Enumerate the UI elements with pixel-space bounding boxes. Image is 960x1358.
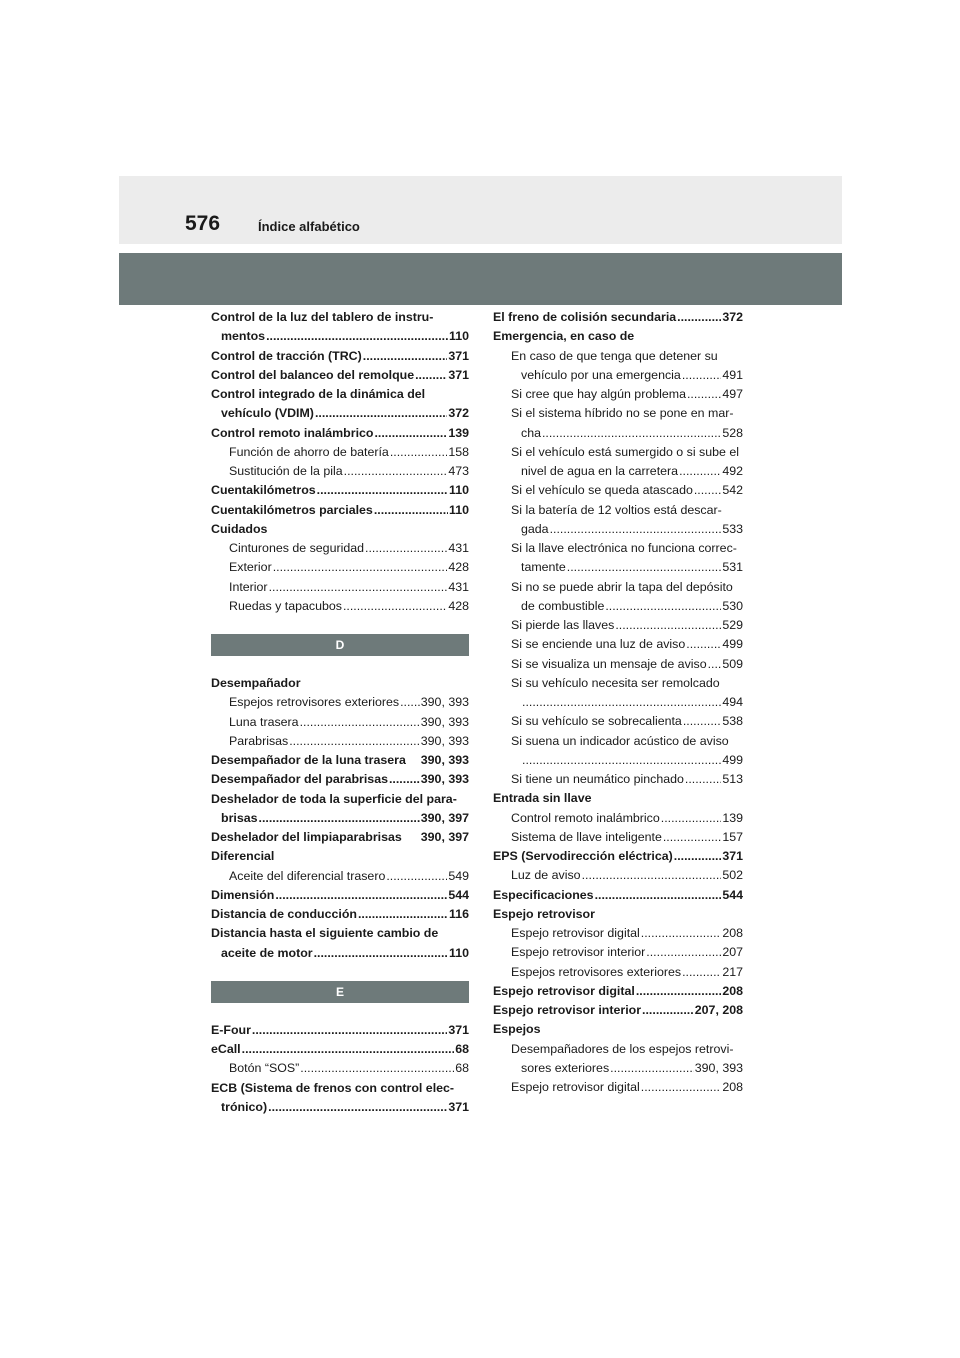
index-subentry	[493, 481, 743, 500]
dot-leader	[595, 886, 722, 905]
entry-text: Exterior	[229, 560, 272, 575]
dot-leader	[343, 597, 447, 616]
dot-leader	[314, 944, 448, 963]
entry-text: Deshelador de toda la superficie del para-	[211, 791, 457, 806]
section-title: Índice alfabético	[258, 219, 360, 234]
index-entry	[211, 424, 469, 443]
page-reference: 431	[448, 579, 469, 594]
entry-text: Desempañador del parabrisas	[211, 772, 388, 787]
page-reference: 208	[722, 983, 743, 998]
dot-leader	[415, 366, 447, 385]
dot-leader	[677, 308, 721, 327]
entry-text: Espejos retrovisores exteriores	[229, 695, 400, 710]
entry-text: Cuentakilómetros parciales	[211, 502, 373, 517]
entry-text: Distancia de conducción	[211, 907, 357, 921]
entry-text: Sustitución de la pila	[229, 464, 343, 478]
dot-leader	[636, 982, 721, 1001]
entry-text: Desempañador	[211, 676, 301, 690]
page-reference: 371	[448, 1022, 469, 1037]
page-reference: 497	[722, 387, 743, 401]
header-band	[119, 176, 842, 244]
index-entry	[211, 366, 469, 385]
entry-text: Espejo retrovisor	[493, 906, 595, 921]
index-subentry	[493, 1078, 743, 1097]
dot-leader	[682, 963, 721, 982]
index-subentry	[493, 732, 743, 771]
entry-text: Si el vehículo se queda atascado	[511, 483, 693, 498]
entry-text: Botón “SOS”	[229, 1061, 300, 1076]
dot-leader	[358, 905, 448, 924]
index-entry	[211, 1021, 469, 1040]
entry-text: sores exteriores	[521, 1060, 610, 1075]
dot-leader	[252, 1021, 447, 1040]
page-reference: 208	[722, 1080, 743, 1094]
entry-text: Espejo retrovisor interior	[511, 945, 646, 960]
page-reference: 68	[455, 1042, 469, 1056]
entry-text: Si se enciende una luz de aviso	[511, 637, 686, 652]
entry-text: Aceite del diferencial trasero	[229, 868, 386, 883]
page-reference: 207, 208	[694, 1003, 743, 1017]
page-reference: 544	[448, 887, 469, 902]
dot-leader	[400, 693, 420, 712]
entry-text: Espejo retrovisor digital	[511, 926, 640, 940]
entry-text: Control del balanceo del remolque	[211, 367, 415, 382]
entry-text: Especificaciones	[493, 887, 594, 902]
index-entry	[493, 1020, 743, 1039]
page-reference: 390, 393	[420, 772, 469, 787]
entry-text: Control integrado de la dinámica del	[211, 387, 426, 401]
entry-text: Cuidados	[211, 521, 268, 536]
entry-text: Si cree que hay algún problema	[511, 387, 686, 401]
dot-leader	[708, 655, 722, 674]
entry-text: E-Four	[211, 1022, 251, 1037]
entry-text: Desempañador de la luna trasera	[211, 753, 406, 767]
index-subentry	[493, 385, 743, 404]
page-reference: 110	[449, 483, 469, 498]
dot-leader	[365, 539, 447, 558]
index-subentry	[211, 732, 469, 751]
index-subentry	[493, 578, 743, 617]
entry-text: vehículo (VDIM)	[221, 406, 314, 421]
dot-leader	[344, 462, 448, 481]
dot-leader	[641, 924, 722, 943]
page-reference: 502	[722, 868, 743, 883]
dot-leader	[615, 616, 721, 635]
page-reference: 372	[722, 310, 743, 324]
index-column-right	[493, 308, 743, 1097]
entry-text: En caso de que tenga que detener su	[511, 348, 718, 363]
dot-leader	[289, 732, 420, 751]
entry-text: Control de la luz del tablero de instru-	[211, 310, 434, 324]
page-reference: 116	[449, 907, 469, 921]
entry-text: Si pierde las llaves	[511, 618, 615, 632]
dot-leader	[522, 693, 721, 712]
index-entry	[211, 751, 469, 770]
entry-text: Cinturones de seguridad	[229, 541, 365, 555]
index-entry	[211, 905, 469, 924]
index-entry	[211, 770, 469, 789]
entry-text: Parabrisas	[229, 733, 289, 748]
page-reference: 390, 393	[420, 695, 469, 710]
index-subentry	[493, 347, 743, 386]
index-entry	[211, 674, 469, 693]
index-subentry	[493, 501, 743, 540]
index-subentry	[493, 809, 743, 828]
entry-text: nivel de agua en la carretera	[521, 464, 679, 478]
page-reference: 528	[722, 425, 743, 440]
index-subentry	[493, 539, 743, 578]
dot-leader	[687, 385, 721, 404]
dot-leader	[686, 635, 721, 654]
index-subentry	[211, 462, 469, 481]
index-entry	[211, 790, 469, 829]
index-entry	[493, 847, 743, 866]
page-reference: 542	[722, 483, 743, 498]
entry-text: Ruedas y tapacubos	[229, 598, 342, 613]
entry-text: Espejo retrovisor digital	[511, 1080, 640, 1094]
dot-leader	[300, 713, 420, 732]
entry-text: de combustible	[521, 598, 605, 613]
index-entry	[493, 886, 743, 905]
entry-text: Si tiene un neumático pinchado	[511, 772, 684, 786]
index-subentry	[493, 404, 743, 443]
index-subentry	[493, 635, 743, 654]
dot-leader	[317, 481, 448, 500]
index-entry	[493, 905, 743, 924]
index-entry	[211, 847, 469, 866]
index-subentry	[493, 866, 743, 885]
index-subentry	[493, 712, 743, 731]
dot-leader	[646, 943, 721, 962]
entry-text: Luna trasera	[229, 714, 299, 729]
index-entry	[211, 308, 469, 347]
page-reference: 157	[722, 829, 743, 844]
dot-leader	[567, 558, 722, 577]
page-reference: 529	[722, 618, 743, 632]
dot-leader	[642, 1001, 694, 1020]
page-reference: 494	[722, 695, 743, 709]
page-number: 576	[185, 212, 221, 235]
entry-text: Espejos	[493, 1022, 541, 1037]
entry-text: Si el vehículo está sumergido o si sube el	[511, 444, 739, 459]
page-reference: 217	[722, 964, 743, 979]
entry-text: brisas	[221, 810, 258, 825]
page-reference: 513	[722, 772, 743, 786]
entry-text: Espejo retrovisor interior	[493, 1003, 642, 1017]
dot-leader	[374, 501, 448, 520]
index-subentry	[493, 770, 743, 789]
dot-leader	[694, 481, 721, 500]
entry-text: Control remoto inalámbrico	[211, 425, 374, 440]
entry-text: Cuentakilómetros	[211, 483, 316, 498]
page-reference: 531	[722, 560, 743, 575]
dot-leader	[605, 597, 721, 616]
index-subentry	[493, 924, 743, 943]
entry-text: Interior	[229, 579, 268, 594]
page-reference: 371	[448, 348, 469, 363]
entry-text: vehículo por una emergencia	[521, 367, 681, 382]
entry-text: aceite de motor	[221, 945, 313, 960]
page-reference: 390, 393	[420, 714, 469, 729]
index-subentry	[211, 597, 469, 616]
page-reference: 390, 393	[694, 1060, 743, 1075]
dot-leader	[683, 712, 721, 731]
index-subentry	[493, 674, 743, 713]
index-subentry	[211, 578, 469, 597]
page-reference: 208	[722, 926, 743, 940]
index-subentry	[493, 616, 743, 635]
entry-text: Si su vehículo necesita ser remolcado	[511, 675, 720, 690]
entry-text: Espejos retrovisores exteriores	[511, 964, 682, 979]
entry-text: tamente	[521, 560, 566, 575]
entry-text: Si la llave electrónica no funciona correc-	[511, 541, 737, 555]
page-reference: 530	[722, 598, 743, 613]
page-reference: 139	[722, 810, 743, 825]
index-entry	[493, 308, 743, 327]
index-entry	[493, 982, 743, 1001]
index-column-left	[211, 308, 469, 1117]
dot-leader	[266, 327, 448, 346]
index-entry	[493, 1001, 743, 1020]
page-reference: 68	[455, 1061, 469, 1076]
entry-text: Control remoto inalámbrico	[511, 810, 660, 825]
dot-leader	[242, 1040, 455, 1059]
dot-leader	[679, 462, 721, 481]
entry-text: Si no se puede abrir la tapa del depósito	[511, 579, 733, 594]
entry-text: Espejo retrovisor digital	[493, 983, 635, 998]
dot-leader	[275, 886, 447, 905]
page-reference: 158	[448, 444, 469, 459]
index-subentry	[493, 443, 743, 482]
dot-leader	[641, 1078, 722, 1097]
page-reference: 110	[449, 945, 469, 960]
page-reference: 372	[448, 406, 469, 421]
dot-leader	[259, 809, 420, 828]
page-reference: 139	[448, 425, 469, 440]
header-bar	[119, 253, 842, 305]
entry-text: Si el sistema híbrido no se pone en mar-	[511, 406, 734, 421]
index-entry	[211, 501, 469, 520]
index-entry	[211, 1079, 469, 1118]
dot-leader	[663, 828, 721, 847]
page-reference: 390, 393	[420, 733, 469, 748]
index-entry	[211, 520, 469, 539]
entry-text: Entrada sin llave	[493, 791, 592, 806]
entry-text: El freno de colisión secundaria	[493, 310, 677, 324]
entry-text: Si se visualiza un mensaje de aviso	[511, 656, 707, 671]
page-reference: 110	[449, 502, 469, 517]
section-letter-band: E	[211, 981, 469, 1003]
index-subentry	[211, 1059, 469, 1078]
index-entry	[211, 1040, 469, 1059]
entry-text: Distancia hasta el siguiente cambio de	[211, 926, 439, 941]
entry-text: Control de tracción (TRC)	[211, 348, 362, 363]
entry-text: Función de ahorro de batería	[229, 444, 389, 459]
entry-text: gada	[521, 521, 549, 536]
entry-text: eCall	[211, 1042, 241, 1056]
index-entry	[211, 828, 469, 847]
index-subentry	[493, 963, 743, 982]
page-reference: 538	[722, 714, 743, 729]
dot-leader	[363, 347, 448, 366]
page-reference: 491	[722, 367, 743, 382]
page-reference: 549	[448, 868, 469, 883]
dot-leader	[390, 443, 448, 462]
page-reference: 533	[722, 521, 743, 536]
entry-text: Si su vehículo se sobrecalienta	[511, 714, 682, 729]
page-reference: 492	[722, 464, 743, 478]
dot-leader	[522, 751, 721, 770]
dot-leader	[685, 770, 721, 789]
entry-text: Diferencial	[211, 849, 275, 864]
entry-text: Sistema de llave inteligente	[511, 829, 662, 844]
page-reference: 371	[448, 367, 469, 382]
page-reference: 390, 397	[420, 810, 469, 825]
page-reference: 207	[722, 945, 743, 960]
index-subentry	[211, 539, 469, 558]
dot-leader	[550, 520, 722, 539]
dot-leader	[386, 867, 447, 886]
index-subentry	[211, 693, 469, 712]
page-reference: 110	[449, 329, 469, 344]
section-letter-band: D	[211, 634, 469, 656]
index-subentry	[493, 655, 743, 674]
index-subentry	[493, 1040, 743, 1079]
dot-leader	[661, 809, 722, 828]
page-reference: 509	[722, 656, 743, 671]
entry-text: trónico)	[221, 1099, 268, 1114]
index-subentry	[493, 828, 743, 847]
dot-leader	[269, 578, 448, 597]
entry-text: Dimensión	[211, 887, 275, 902]
entry-text: Desempañadores de los espejos retrovi-	[511, 1041, 734, 1056]
entry-text: Emergencia, en caso de	[493, 329, 635, 344]
dot-leader	[542, 424, 721, 443]
index-entry	[211, 481, 469, 500]
page-reference: 544	[722, 887, 743, 902]
page-reference: 390, 397	[420, 830, 469, 844]
page-reference: 390, 393	[420, 753, 469, 767]
index-subentry	[211, 558, 469, 577]
index-subentry	[211, 443, 469, 462]
entry-text: ECB (Sistema de frenos con control elec-	[211, 1080, 455, 1095]
index-entry	[493, 789, 743, 808]
index-entry	[211, 385, 469, 424]
page-reference: 473	[448, 464, 469, 478]
page-reference: 499	[722, 637, 743, 652]
entry-text: Si suena un indicador acústico de aviso	[511, 733, 729, 748]
page-reference: 428	[448, 598, 469, 613]
entry-text: EPS (Servodirección eléctrica)	[493, 849, 673, 863]
page-reference: 371	[448, 1099, 469, 1114]
page-reference: 499	[722, 752, 743, 767]
dot-leader	[582, 866, 722, 885]
entry-text: cha	[521, 425, 541, 440]
dot-leader	[268, 1098, 447, 1117]
index-entry	[211, 347, 469, 366]
entry-text: Si la batería de 12 voltios está descar-	[511, 502, 722, 517]
dot-leader	[389, 770, 420, 789]
page-reference: 431	[448, 541, 469, 555]
entry-text: Deshelador del limpiaparabrisas	[211, 830, 402, 844]
index-entry	[211, 924, 469, 963]
dot-leader	[674, 847, 722, 866]
index-subentry	[493, 943, 743, 962]
index-entry	[493, 327, 743, 346]
page-reference: 428	[448, 560, 469, 575]
index-entry	[211, 886, 469, 905]
dot-leader	[315, 404, 447, 423]
index-subentry	[211, 713, 469, 732]
dot-leader	[610, 1059, 694, 1078]
entry-text: mentos	[221, 329, 266, 344]
dot-leader	[374, 424, 447, 443]
entry-text: Luz de aviso	[511, 868, 581, 883]
page-reference: 371	[722, 849, 743, 863]
index-subentry	[211, 867, 469, 886]
dot-leader	[682, 366, 722, 385]
dot-leader	[300, 1059, 454, 1078]
dot-leader	[273, 558, 448, 577]
